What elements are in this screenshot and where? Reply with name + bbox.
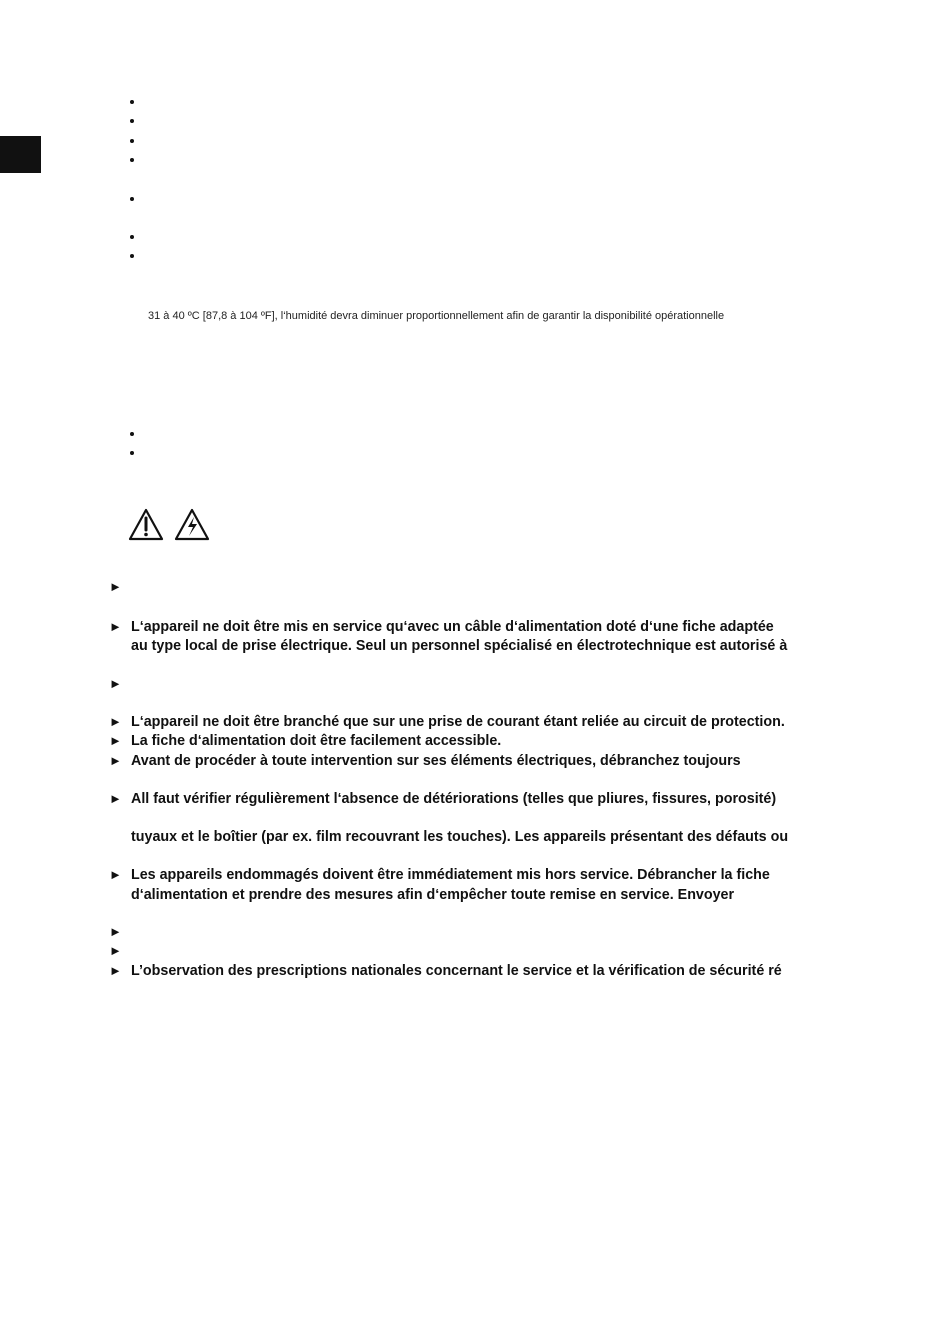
safety-line: tuyaux et le boîtier (par ex. film recouvrant les touches). Les appareils présentant des défauts ou [131,829,789,845]
bullet-point [130,197,134,201]
operating-conditions-note: 31 à 40 ºC [87,8 à 104 ºF], l‘humidité devra diminuer proportionnellement afin de garantir la disponibilité opérationnelle [148,310,725,322]
arrow-marker: ► [109,867,122,882]
arrow-marker: ► [109,733,122,748]
arrow-marker: ► [109,714,122,729]
arrow-marker: ► [109,619,122,634]
bullet-point [130,119,134,123]
safety-line: L‘appareil ne doit être mis en service qu‘avec un câble d‘alimentation doté d‘une fiche adaptée [131,619,774,635]
bullet-point [130,432,134,436]
safety-line: All faut vérifier régulièrement l‘absence de détériorations (telles que pliures, fissures, porosité) [131,791,777,807]
bullet-point [130,254,134,258]
arrow-marker: ► [109,753,122,768]
safety-line: Avant de procéder à toute intervention sur ses éléments électriques, débranchez toujours [131,753,741,769]
safety-line: d‘alimentation et prendre des mesures afin d‘empêcher toute remise en service. Envoyer [131,887,735,903]
safety-line: La fiche d‘alimentation doit être facilement accessible. [131,733,502,749]
bullet-point [130,100,134,104]
general-warning-triangle-icon [128,508,164,542]
safety-line: L’observation des prescriptions nationales concernant le service et la vérification de sécurité ré [131,963,782,979]
arrow-marker: ► [109,676,122,691]
bullet-point [130,235,134,239]
electrical-hazard-triangle-icon [174,508,210,542]
safety-line: Les appareils endommagés doivent être immédiatement mis hors service. Débrancher la fiche [131,867,770,883]
arrow-marker: ► [109,924,122,939]
bullet-point [130,158,134,162]
arrow-marker: ► [109,579,122,594]
arrow-marker: ► [109,943,122,958]
bullet-point [130,139,134,143]
safety-line: L‘appareil ne doit être branché que sur une prise de courant étant reliée au circuit de protection. [131,714,785,730]
arrow-marker: ► [109,791,122,806]
bullet-point [130,451,134,455]
safety-line: au type local de prise électrique. Seul un personnel spécialisé en électrotechnique est autorisé à [131,638,788,654]
arrow-marker: ► [109,963,122,978]
section-tab-marker [0,136,41,173]
